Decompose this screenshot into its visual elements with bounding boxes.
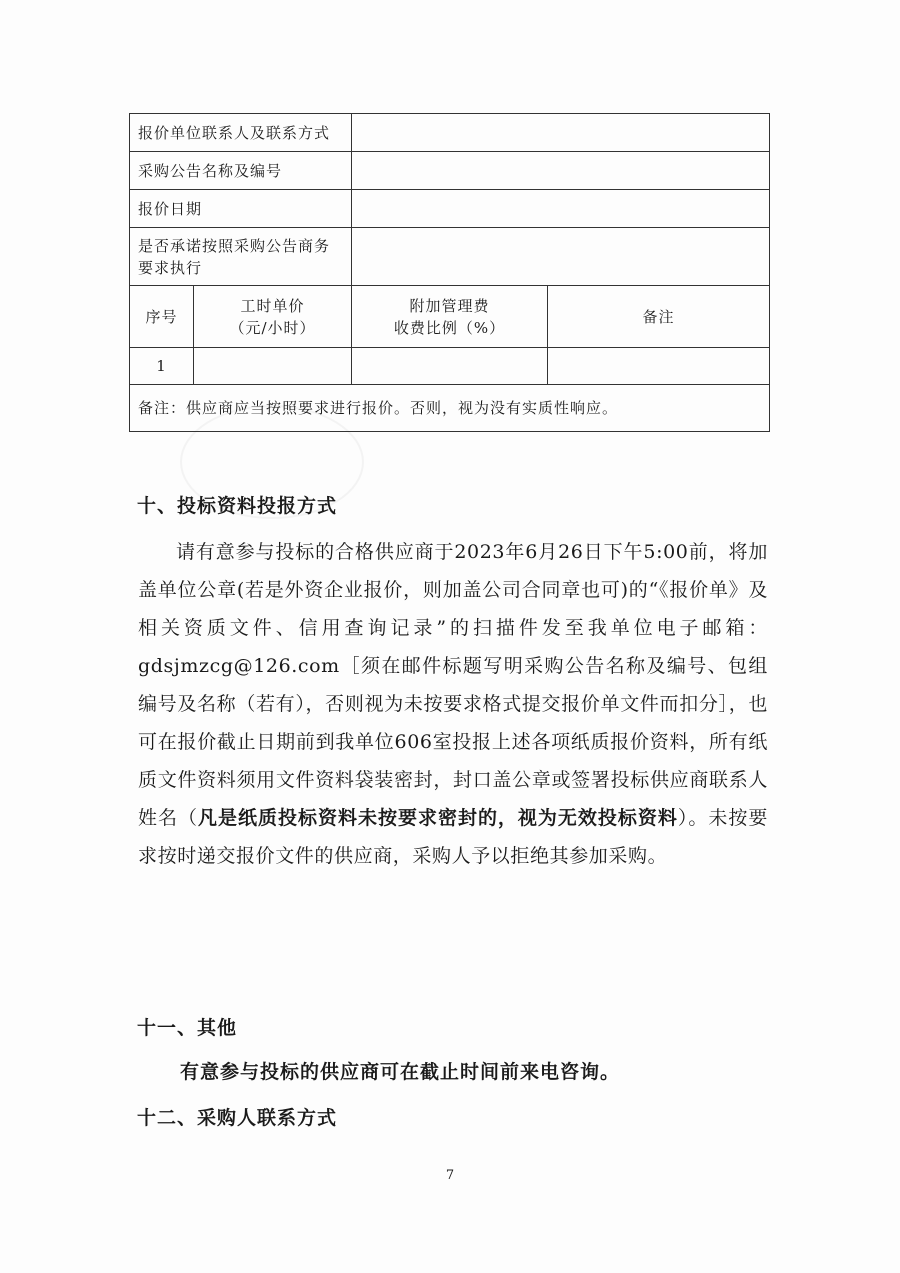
table-note: 备注：供应商应当按照要求进行报价。否则，视为没有实质性响应。 — [130, 385, 770, 432]
label-quote-date: 报价日期 — [130, 190, 352, 228]
table-row — [130, 228, 770, 286]
header-mgmt-fee-label: 附加管理费 — [409, 296, 490, 315]
cell-hourly-rate — [194, 348, 352, 385]
section-11-text: 有意参与投标的供应商可在截止时间前来电咨询。 — [180, 1061, 621, 1083]
table-header-row — [130, 286, 770, 348]
section-10-title: 十、投标资料投报方式 — [137, 495, 338, 517]
value-commitment — [352, 228, 770, 286]
table-row — [130, 114, 770, 152]
table-row — [130, 348, 770, 385]
header-hourly-rate — [194, 286, 352, 348]
section-10-bold-text: 凡是纸质投标资料未按要求密封的，视为无效投标资料 — [198, 807, 678, 829]
section-10-paragraph — [138, 533, 768, 875]
section-10-text-tail: ）。未按要求按时递交报价文件的供应商，采购人予以拒绝其参加采购。 — [138, 807, 768, 867]
header-mgmt-fee — [352, 286, 548, 348]
table-note-row — [130, 385, 770, 432]
section-10-text: 请有意参与投标的合格供应商于2023年6月26日下午5:00前，将加盖单位公章(若是外资企业报价，则加盖公司合同章也可)的“《报价单》及相关资质文件、信用查询记录”的扫描件发至我单位电子邮箱：gdsjmzcg@126.com［须在邮件标题写明采购公告名称及编号、包组编号及名称（若有），否则视为未按要求格式提交报价单文件而扣分］，也可在报价截止日期前到我单位606室投报上述各项纸质报价资料，所有纸质文件资料须用文件资料袋装密封，封口盖公章或签署投标供应商联系人姓名（ — [138, 541, 768, 829]
section-12-title: 十二、采购人联系方式 — [137, 1107, 338, 1129]
header-seq: 序号 — [130, 286, 194, 348]
label-announcement: 采购公告名称及编号 — [130, 152, 352, 190]
table-row — [130, 152, 770, 190]
header-remark: 备注 — [548, 286, 770, 348]
header-hourly-rate-label: 工时单价 — [240, 296, 305, 315]
table-row — [130, 190, 770, 228]
cell-seq: 1 — [130, 348, 194, 385]
value-announcement — [352, 152, 770, 190]
cell-mgmt-fee — [352, 348, 548, 385]
cell-remark — [548, 348, 770, 385]
label-commitment: 是否承诺按照采购公告商务要求执行 — [130, 228, 352, 286]
header-hourly-rate-unit: （元/小时） — [229, 318, 316, 337]
value-quote-date — [352, 190, 770, 228]
page-number: 7 — [445, 1168, 455, 1183]
header-mgmt-fee-ratio: 收费比例（%） — [393, 318, 506, 337]
quote-form-table — [129, 113, 770, 432]
label-contact: 报价单位联系人及联系方式 — [130, 114, 352, 152]
value-contact — [352, 114, 770, 152]
section-11-title: 十一、其他 — [137, 1017, 238, 1039]
